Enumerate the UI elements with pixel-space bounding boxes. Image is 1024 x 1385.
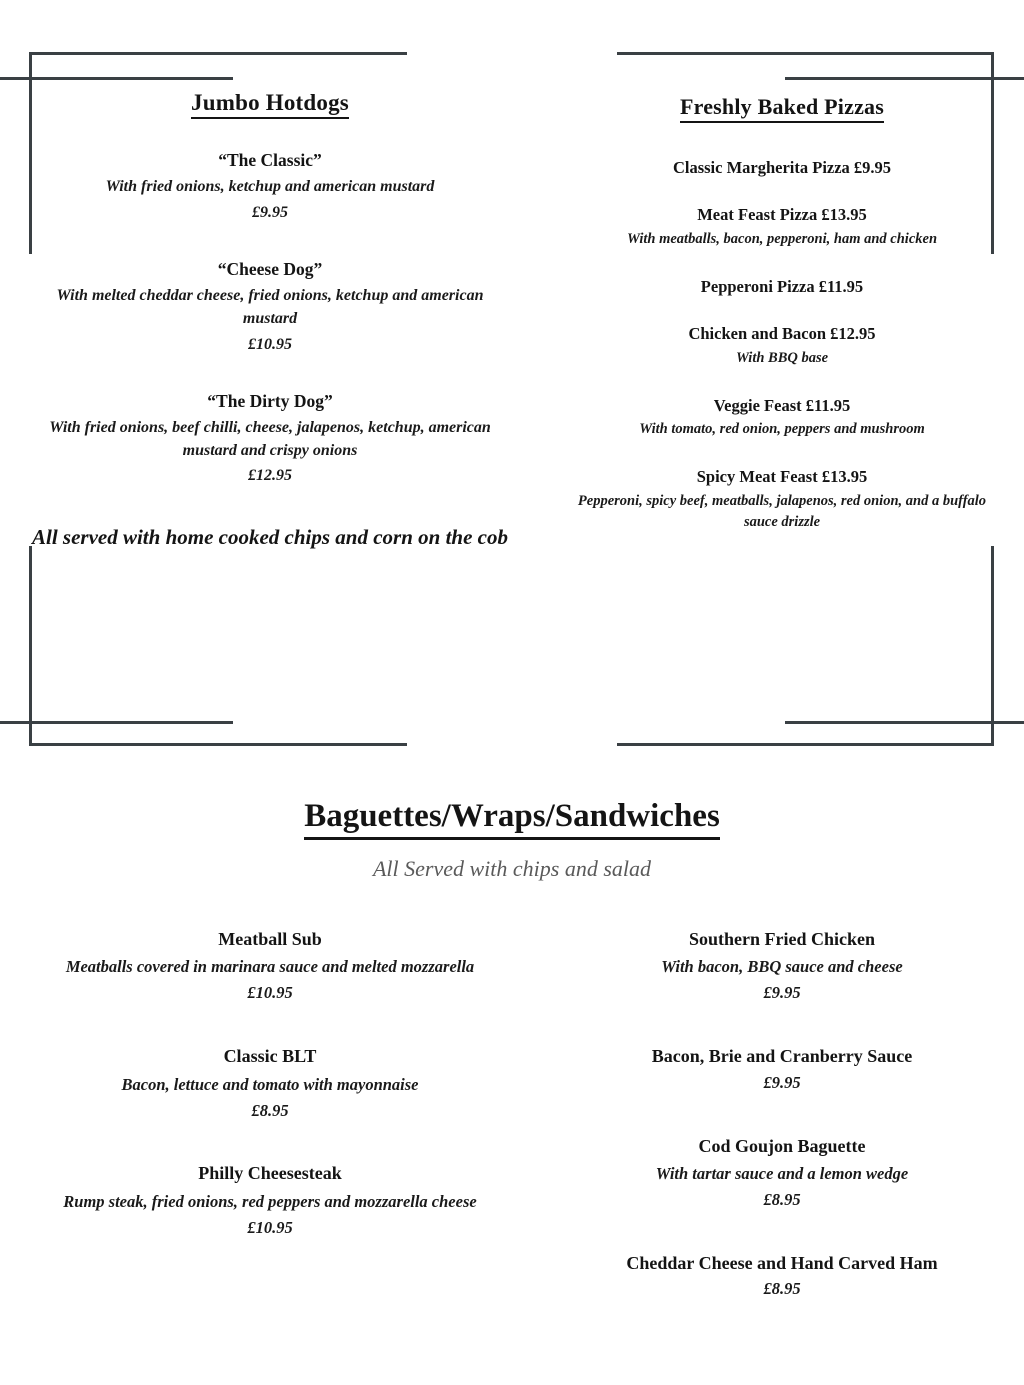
menu-item bbox=[30, 258, 510, 356]
item-name: Meatball Sub bbox=[218, 929, 322, 949]
menu-item bbox=[560, 1135, 1004, 1212]
menu-item bbox=[30, 149, 510, 224]
baguettes-heading-text: Baguettes/Wraps/Sandwiches bbox=[304, 798, 720, 840]
frame-top-right-outer-horizontal bbox=[617, 52, 994, 55]
item-name: “Cheese Dog” bbox=[217, 258, 323, 279]
item-name: Veggie Feast £11.95 bbox=[713, 395, 851, 415]
menu-item bbox=[560, 323, 1004, 368]
frame-top-left-outer-horizontal bbox=[29, 52, 407, 55]
item-description: With BBQ base bbox=[735, 349, 829, 366]
item-description: With bacon, BBQ sauce and cheese bbox=[661, 957, 903, 977]
baguettes-left-column bbox=[0, 928, 540, 1341]
item-description: With fried onions, ketchup and american mustard bbox=[105, 178, 435, 196]
frame-bottom-right-outer-horizontal bbox=[617, 743, 994, 746]
item-name: Cheddar Cheese and Hand Carved Ham bbox=[626, 1252, 938, 1273]
menu-item bbox=[40, 1045, 500, 1122]
frame-bottom-left-inner-horizontal bbox=[0, 721, 233, 724]
hotdogs-heading-text: Jumbo Hotdogs bbox=[191, 90, 349, 119]
item-price: £9.95 bbox=[763, 1072, 801, 1092]
item-name: Cod Goujon Baguette bbox=[698, 1135, 866, 1156]
frame-top-left-inner-horizontal bbox=[0, 77, 233, 80]
item-price: £8.95 bbox=[763, 1189, 801, 1209]
item-description: With meatballs, bacon, pepperoni, ham and chicken bbox=[626, 230, 938, 247]
item-description: Bacon, lettuce and tomato with mayonnaise bbox=[121, 1074, 419, 1094]
menu-item bbox=[560, 157, 1004, 178]
item-name: Chicken and Bacon £12.95 bbox=[688, 324, 876, 344]
item-name: Classic Margherita Pizza £9.95 bbox=[672, 158, 892, 177]
item-price: £8.95 bbox=[251, 1100, 289, 1120]
item-name: Meat Feast Pizza £13.95 bbox=[697, 205, 867, 225]
top-menu-section bbox=[0, 90, 1024, 710]
item-price: £9.95 bbox=[252, 203, 288, 221]
baguettes-subheading: All Served with chips and salad bbox=[372, 856, 652, 881]
menu-item bbox=[560, 1252, 1004, 1301]
item-name: “The Classic” bbox=[218, 150, 322, 170]
hotdogs-column bbox=[0, 90, 540, 710]
baguettes-columns bbox=[0, 928, 1024, 1341]
item-price: £9.95 bbox=[763, 983, 801, 1003]
hotdogs-heading bbox=[30, 90, 510, 119]
frame-top-right-inner-horizontal bbox=[785, 77, 1024, 80]
menu-item bbox=[560, 276, 1004, 297]
baguettes-right-column bbox=[540, 928, 1024, 1341]
menu-item bbox=[560, 928, 1004, 1005]
item-price: £10.95 bbox=[248, 335, 292, 353]
item-description: With fried onions, beef chilli, cheese, jalapenos, ketchup, american mustard and crispy onions bbox=[49, 419, 491, 460]
pizzas-heading-text: Freshly Baked Pizzas bbox=[680, 94, 884, 123]
item-description: Rump steak, fried onions, red peppers and mozzarella cheese bbox=[63, 1191, 477, 1211]
frame-bottom-right-inner-horizontal bbox=[785, 721, 1024, 724]
item-description: Pepperoni, spicy beef, meatballs, jalapenos, red onion, and a buffalo sauce drizzle bbox=[577, 492, 987, 530]
item-name: Southern Fried Chicken bbox=[688, 929, 875, 949]
item-price: £8.95 bbox=[763, 1279, 801, 1299]
bottom-menu-section bbox=[0, 770, 1024, 1341]
frame-bottom-left-outer-horizontal bbox=[29, 743, 407, 746]
item-name: Pepperoni Pizza £11.95 bbox=[700, 276, 864, 296]
item-price: £12.95 bbox=[248, 467, 292, 485]
item-description: With tomato, red onion, peppers and mushroom bbox=[639, 421, 925, 438]
item-name: Classic BLT bbox=[223, 1046, 317, 1067]
item-description: With tartar sauce and a lemon wedge bbox=[655, 1163, 909, 1183]
menu-item bbox=[40, 928, 500, 1005]
pizzas-column bbox=[540, 90, 1024, 710]
menu-item bbox=[560, 1045, 1004, 1094]
item-name: Spicy Meat Feast £13.95 bbox=[696, 467, 868, 487]
item-name: Philly Cheesesteak bbox=[198, 1163, 342, 1184]
item-name: “The Dirty Dog” bbox=[207, 390, 333, 411]
menu-item bbox=[40, 1162, 500, 1239]
item-name: Bacon, Brie and Cranberry Sauce bbox=[651, 1046, 913, 1067]
pizzas-heading bbox=[560, 94, 1004, 123]
menu-item bbox=[560, 466, 1004, 532]
item-description: With melted cheddar cheese, fried onions, ketchup and american mustard bbox=[56, 287, 484, 328]
hotdogs-footer-note: All served with home cooked chips and corn on the cob bbox=[31, 524, 508, 549]
menu-item bbox=[30, 390, 510, 488]
item-description: Meatballs covered in marinara sauce and melted mozzarella bbox=[65, 957, 475, 977]
baguettes-heading bbox=[0, 798, 1024, 840]
item-price: £10.95 bbox=[247, 1217, 293, 1237]
item-price: £10.95 bbox=[247, 983, 293, 1003]
menu-item bbox=[560, 395, 1004, 440]
menu-item bbox=[560, 204, 1004, 249]
